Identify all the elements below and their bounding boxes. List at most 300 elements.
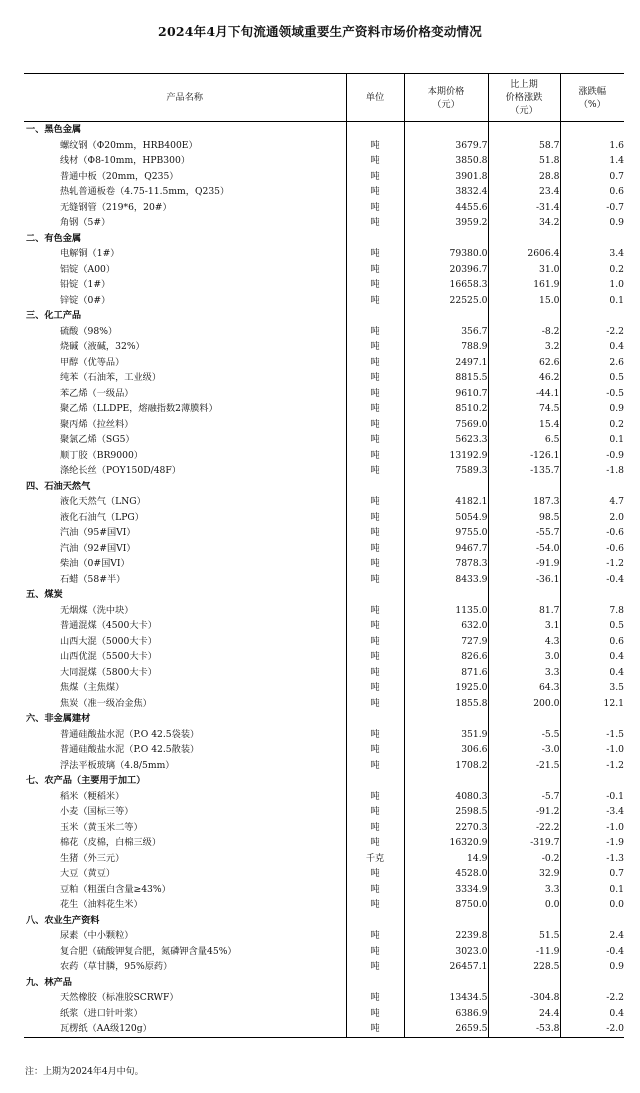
unit-cell: 吨 bbox=[346, 727, 404, 743]
category-name: 八、农业生产资料 bbox=[26, 914, 100, 926]
unit-cell: 吨 bbox=[346, 928, 404, 944]
empty-cell bbox=[560, 913, 624, 929]
category-name: 六、非金属建材 bbox=[26, 713, 91, 724]
change-cell: -11.9 bbox=[488, 944, 560, 960]
product-name: 山西大混（5000大卡） bbox=[60, 635, 157, 647]
table-row bbox=[24, 525, 624, 541]
price-cell: 1708.2 bbox=[404, 758, 488, 774]
table-row bbox=[24, 820, 624, 836]
product-name: 豆粕（粗蛋白含量≥43%） bbox=[60, 883, 171, 895]
price-cell: 2270.3 bbox=[404, 820, 488, 836]
product-name: 无烟煤（洗中块） bbox=[60, 604, 134, 616]
empty-cell bbox=[346, 711, 404, 727]
change-cell: -31.4 bbox=[488, 200, 560, 216]
percent-cell: 2.4 bbox=[560, 928, 624, 944]
change-cell: -91.2 bbox=[488, 804, 560, 820]
table-row bbox=[24, 510, 624, 526]
empty-cell bbox=[404, 913, 488, 929]
change-cell: 74.5 bbox=[488, 401, 560, 417]
price-cell: 3901.8 bbox=[404, 169, 488, 185]
category-name: 三、化工产品 bbox=[26, 310, 82, 321]
table-row bbox=[24, 1021, 624, 1037]
product-name: 尿素（中小颗粒） bbox=[60, 930, 134, 941]
empty-cell bbox=[560, 773, 624, 789]
header-change-percent bbox=[560, 74, 624, 122]
percent-cell: -0.5 bbox=[560, 386, 624, 402]
category-row bbox=[24, 587, 624, 603]
table-row bbox=[24, 463, 624, 479]
unit-cell: 吨 bbox=[346, 665, 404, 681]
percent-cell: -0.6 bbox=[560, 525, 624, 541]
product-name: 棉花（皮棉，白棉三级） bbox=[60, 837, 162, 848]
product-name: 苯乙烯（一级品） bbox=[60, 387, 134, 399]
header-price-change-line2: 价格涨跌 bbox=[505, 92, 543, 103]
empty-cell bbox=[346, 231, 404, 247]
product-name: 纯苯（石油苯，工业级） bbox=[60, 372, 162, 383]
unit-cell: 吨 bbox=[346, 169, 404, 185]
percent-cell: -2.0 bbox=[560, 1021, 624, 1037]
price-cell: 8750.0 bbox=[404, 897, 488, 913]
change-cell: 3.2 bbox=[488, 339, 560, 355]
category-row bbox=[24, 711, 624, 727]
unit-cell: 吨 bbox=[346, 184, 404, 200]
percent-cell: 12.1 bbox=[560, 696, 624, 712]
price-cell: 3679.7 bbox=[404, 138, 488, 154]
change-cell: -5.7 bbox=[488, 789, 560, 805]
table-row bbox=[24, 959, 624, 975]
percent-cell: 0.9 bbox=[560, 959, 624, 975]
percent-cell: -1.0 bbox=[560, 820, 624, 836]
percent-cell: -1.2 bbox=[560, 758, 624, 774]
unit-cell: 吨 bbox=[346, 804, 404, 820]
empty-cell bbox=[488, 479, 560, 495]
change-cell: 81.7 bbox=[488, 603, 560, 619]
category-row bbox=[24, 231, 624, 247]
percent-cell: 0.7 bbox=[560, 169, 624, 185]
unit-cell: 吨 bbox=[346, 138, 404, 154]
percent-cell: 1.0 bbox=[560, 277, 624, 293]
table-row bbox=[24, 665, 624, 681]
change-cell: -3.0 bbox=[488, 742, 560, 758]
category-row bbox=[24, 975, 624, 991]
change-cell: -21.5 bbox=[488, 758, 560, 774]
change-cell: 24.4 bbox=[488, 1006, 560, 1022]
product-name: 聚乙烯（LLDPE，熔融指数2薄膜料） bbox=[60, 403, 218, 414]
unit-cell: 吨 bbox=[346, 1006, 404, 1022]
price-cell: 16320.9 bbox=[404, 835, 488, 851]
category-name: 一、黑色金属 bbox=[26, 124, 82, 135]
category-name: 五、煤炭 bbox=[26, 589, 63, 600]
unit-cell: 吨 bbox=[346, 556, 404, 572]
table-row bbox=[24, 897, 624, 913]
table-row bbox=[24, 339, 624, 355]
price-cell: 16658.3 bbox=[404, 277, 488, 293]
table-body bbox=[24, 122, 624, 1038]
change-cell: 64.3 bbox=[488, 680, 560, 696]
product-name: 甲醇（优等品） bbox=[60, 356, 125, 368]
percent-cell: -1.9 bbox=[560, 835, 624, 851]
percent-cell: -1.0 bbox=[560, 742, 624, 758]
table-row bbox=[24, 866, 624, 882]
header-unit: 单位 bbox=[346, 74, 404, 122]
unit-cell: 吨 bbox=[346, 432, 404, 448]
price-cell: 6386.9 bbox=[404, 1006, 488, 1022]
percent-cell: -0.1 bbox=[560, 789, 624, 805]
percent-cell: 0.6 bbox=[560, 184, 624, 200]
table-row bbox=[24, 556, 624, 572]
unit-cell: 吨 bbox=[346, 370, 404, 386]
table-row bbox=[24, 680, 624, 696]
price-cell: 5623.3 bbox=[404, 432, 488, 448]
empty-cell bbox=[404, 122, 488, 138]
empty-cell bbox=[560, 711, 624, 727]
empty-cell bbox=[404, 587, 488, 603]
change-cell: 0.0 bbox=[488, 897, 560, 913]
product-name: 顺丁胶（BR9000） bbox=[60, 449, 143, 461]
price-cell: 351.9 bbox=[404, 727, 488, 743]
percent-cell: 0.4 bbox=[560, 649, 624, 665]
price-cell: 3850.8 bbox=[404, 153, 488, 169]
price-cell: 356.7 bbox=[404, 324, 488, 340]
table-row bbox=[24, 153, 624, 169]
empty-cell bbox=[560, 122, 624, 138]
category-name: 七、农产品（主要用于加工） bbox=[26, 775, 146, 786]
table-row bbox=[24, 277, 624, 293]
product-name: 瓦楞纸（AA级120g） bbox=[24, 1021, 346, 1037]
table-row bbox=[24, 758, 624, 774]
empty-cell bbox=[560, 587, 624, 603]
table-row bbox=[24, 355, 624, 371]
header-current-price-line1: 本期价格 bbox=[427, 85, 465, 97]
price-cell: 4455.6 bbox=[404, 200, 488, 216]
table-row bbox=[24, 727, 624, 743]
category-name: 二、有色金属 bbox=[26, 232, 82, 244]
change-cell: 6.5 bbox=[488, 432, 560, 448]
product-name: 硫酸（98%） bbox=[60, 325, 118, 337]
product-name: 天然橡胶（标准胶SCRWF） bbox=[60, 992, 179, 1003]
percent-cell: 0.1 bbox=[560, 293, 624, 309]
percent-cell: 0.5 bbox=[560, 370, 624, 386]
product-name: 涤纶长丝（POY150D/48F） bbox=[60, 465, 181, 476]
price-cell: 871.6 bbox=[404, 665, 488, 681]
change-cell: -304.8 bbox=[488, 990, 560, 1006]
product-name: 聚氯乙烯（SG5） bbox=[60, 434, 135, 445]
table-row bbox=[24, 618, 624, 634]
change-cell: 15.4 bbox=[488, 417, 560, 433]
product-name: 玉米（黄玉米二等） bbox=[60, 821, 143, 833]
price-cell: 3959.2 bbox=[404, 215, 488, 231]
change-cell: 161.9 bbox=[488, 277, 560, 293]
unit-cell: 吨 bbox=[346, 866, 404, 882]
empty-cell bbox=[404, 479, 488, 495]
unit-cell: 吨 bbox=[346, 882, 404, 898]
percent-cell: -1.8 bbox=[560, 463, 624, 479]
empty-cell bbox=[488, 308, 560, 324]
change-cell: 3.3 bbox=[488, 665, 560, 681]
change-cell: 187.3 bbox=[488, 494, 560, 510]
price-cell: 632.0 bbox=[404, 618, 488, 634]
product-name: 浮法平板玻璃（4.8/5mm） bbox=[60, 759, 175, 771]
unit-cell: 吨 bbox=[346, 618, 404, 634]
product-name: 螺纹钢（Φ20mm，HRB400E） bbox=[60, 139, 198, 151]
empty-cell bbox=[560, 231, 624, 247]
product-name: 液化天然气（LNG） bbox=[60, 496, 146, 507]
empty-cell bbox=[346, 587, 404, 603]
empty-cell bbox=[346, 308, 404, 324]
page-title: 2024年4月下旬流通领域重要生产资料市场价格变动情况 bbox=[158, 24, 482, 39]
percent-cell: 0.9 bbox=[560, 401, 624, 417]
price-cell: 788.9 bbox=[404, 339, 488, 355]
product-name: 热轧普通板卷（4.75-11.5mm，Q235） bbox=[60, 186, 230, 197]
product-name: 角钢（5#） bbox=[60, 217, 111, 228]
price-cell: 8433.9 bbox=[404, 572, 488, 588]
change-cell: -91.9 bbox=[488, 556, 560, 572]
price-cell: 8815.5 bbox=[404, 370, 488, 386]
table-row bbox=[24, 494, 624, 510]
price-cell: 2659.5 bbox=[404, 1021, 488, 1037]
empty-cell bbox=[404, 773, 488, 789]
percent-cell: -1.2 bbox=[560, 556, 624, 572]
unit-cell: 吨 bbox=[346, 339, 404, 355]
change-cell: 51.8 bbox=[488, 153, 560, 169]
product-name: 柴油（0#国VI） bbox=[60, 558, 130, 569]
change-cell: 3.3 bbox=[488, 882, 560, 898]
price-cell: 26457.1 bbox=[404, 959, 488, 975]
change-cell: 34.2 bbox=[488, 215, 560, 231]
product-name: 普通中板（20mm，Q235） bbox=[60, 170, 179, 182]
unit-cell: 吨 bbox=[346, 293, 404, 309]
price-cell: 9467.7 bbox=[404, 541, 488, 557]
unit-cell: 吨 bbox=[346, 649, 404, 665]
price-cell: 4182.1 bbox=[404, 494, 488, 510]
unit-cell: 吨 bbox=[346, 680, 404, 696]
change-cell: -44.1 bbox=[488, 386, 560, 402]
change-cell: 2606.4 bbox=[488, 246, 560, 262]
change-cell: 3.1 bbox=[488, 618, 560, 634]
product-name: 焦煤（主焦煤） bbox=[60, 682, 125, 693]
table-row bbox=[24, 634, 624, 650]
table-row bbox=[24, 169, 624, 185]
unit-cell: 吨 bbox=[346, 200, 404, 216]
empty-cell bbox=[488, 231, 560, 247]
empty-cell bbox=[404, 308, 488, 324]
price-cell: 79380.0 bbox=[404, 246, 488, 262]
unit-cell: 吨 bbox=[346, 758, 404, 774]
table-row bbox=[24, 649, 624, 665]
unit-cell: 吨 bbox=[346, 246, 404, 262]
change-cell: 46.2 bbox=[488, 370, 560, 386]
change-cell: -36.1 bbox=[488, 572, 560, 588]
unit-cell: 吨 bbox=[346, 463, 404, 479]
price-cell: 3023.0 bbox=[404, 944, 488, 960]
price-cell: 3334.9 bbox=[404, 882, 488, 898]
change-cell: 200.0 bbox=[488, 696, 560, 712]
unit-cell: 吨 bbox=[346, 603, 404, 619]
table-row bbox=[24, 882, 624, 898]
table-row bbox=[24, 572, 624, 588]
unit-cell: 吨 bbox=[346, 510, 404, 526]
table-row bbox=[24, 215, 624, 231]
table-row bbox=[24, 200, 624, 216]
table-row bbox=[24, 386, 624, 402]
product-name: 普通硅酸盐水泥（P.O 42.5袋装） bbox=[60, 728, 200, 740]
unit-cell: 吨 bbox=[346, 1021, 404, 1037]
unit-cell: 吨 bbox=[346, 215, 404, 231]
percent-cell: -2.2 bbox=[560, 324, 624, 340]
product-name: 花生（油料花生米） bbox=[60, 899, 143, 910]
unit-cell: 吨 bbox=[346, 634, 404, 650]
product-name: 电解铜（1#） bbox=[60, 248, 120, 259]
unit-cell: 吨 bbox=[346, 324, 404, 340]
table-row bbox=[24, 370, 624, 386]
category-row bbox=[24, 913, 624, 929]
price-cell: 9610.7 bbox=[404, 386, 488, 402]
product-name: 纸浆（进口针叶浆） bbox=[60, 1007, 143, 1019]
price-cell: 1925.0 bbox=[404, 680, 488, 696]
header-change-percent-line2: （%） bbox=[578, 98, 606, 110]
price-cell: 14.9 bbox=[404, 851, 488, 867]
unit-cell: 吨 bbox=[346, 262, 404, 278]
change-cell: 28.8 bbox=[488, 169, 560, 185]
product-name: 焦炭（准一级冶金焦） bbox=[60, 697, 152, 709]
percent-cell: -0.4 bbox=[560, 572, 624, 588]
empty-cell bbox=[560, 308, 624, 324]
table-row bbox=[24, 944, 624, 960]
percent-cell: 1.4 bbox=[560, 153, 624, 169]
table-row bbox=[24, 851, 624, 867]
unit-cell: 吨 bbox=[346, 959, 404, 975]
category-name: 九、林产品 bbox=[26, 976, 72, 988]
empty-cell bbox=[346, 122, 404, 138]
table-row bbox=[24, 928, 624, 944]
category-row bbox=[24, 122, 624, 138]
empty-cell bbox=[488, 773, 560, 789]
product-name: 液化石油气（LPG） bbox=[60, 511, 144, 523]
unit-cell: 吨 bbox=[346, 401, 404, 417]
unit-cell: 吨 bbox=[346, 835, 404, 851]
empty-cell bbox=[488, 711, 560, 727]
table-row bbox=[24, 138, 624, 154]
price-table bbox=[24, 73, 624, 1038]
percent-cell: 0.0 bbox=[560, 897, 624, 913]
change-cell: 62.6 bbox=[488, 355, 560, 371]
product-name: 烧碱（液碱，32%） bbox=[60, 341, 145, 352]
price-cell: 7878.3 bbox=[404, 556, 488, 572]
change-cell: 31.0 bbox=[488, 262, 560, 278]
unit-cell: 吨 bbox=[346, 990, 404, 1006]
product-name: 复合肥（硫酸钾复合肥，氮磷钾含量45%） bbox=[60, 945, 237, 957]
change-cell: -22.2 bbox=[488, 820, 560, 836]
price-cell: 2598.5 bbox=[404, 804, 488, 820]
table-row bbox=[24, 293, 624, 309]
percent-cell: -1.3 bbox=[560, 851, 624, 867]
price-cell: 1135.0 bbox=[404, 603, 488, 619]
percent-cell: 0.9 bbox=[560, 215, 624, 231]
unit-cell: 吨 bbox=[346, 789, 404, 805]
unit-cell: 吨 bbox=[346, 897, 404, 913]
price-cell: 9755.0 bbox=[404, 525, 488, 541]
percent-cell: 3.4 bbox=[560, 246, 624, 262]
unit-cell: 吨 bbox=[346, 494, 404, 510]
table-header-row bbox=[24, 74, 624, 122]
table-row bbox=[24, 432, 624, 448]
percent-cell: 2.0 bbox=[560, 510, 624, 526]
change-cell: 58.7 bbox=[488, 138, 560, 154]
unit-cell: 吨 bbox=[346, 572, 404, 588]
table-row bbox=[24, 417, 624, 433]
unit-cell: 吨 bbox=[346, 153, 404, 169]
header-current-price bbox=[404, 74, 488, 122]
price-cell: 7589.3 bbox=[404, 463, 488, 479]
product-name: 汽油（95#国VI） bbox=[60, 527, 136, 538]
product-name: 生猪（外三元） bbox=[60, 852, 125, 864]
percent-cell: -0.9 bbox=[560, 448, 624, 464]
change-cell: -8.2 bbox=[488, 324, 560, 340]
empty-cell bbox=[346, 773, 404, 789]
percent-cell: 0.6 bbox=[560, 634, 624, 650]
unit-cell: 吨 bbox=[346, 742, 404, 758]
percent-cell: 0.4 bbox=[560, 1006, 624, 1022]
price-cell: 1855.8 bbox=[404, 696, 488, 712]
unit-cell: 吨 bbox=[346, 277, 404, 293]
product-name: 农药（草甘膦，95%原药） bbox=[60, 961, 173, 972]
price-cell: 3832.4 bbox=[404, 184, 488, 200]
percent-cell: 0.1 bbox=[560, 432, 624, 448]
percent-cell: 1.6 bbox=[560, 138, 624, 154]
header-price-change bbox=[488, 74, 560, 122]
table-row bbox=[24, 835, 624, 851]
table-row bbox=[24, 262, 624, 278]
unit-cell: 吨 bbox=[346, 355, 404, 371]
product-name: 石蜡（58#半） bbox=[60, 573, 126, 585]
table-row bbox=[24, 184, 624, 200]
product-name: 锌锭（0#） bbox=[60, 294, 111, 306]
unit-cell: 千克 bbox=[346, 851, 404, 867]
empty-cell bbox=[346, 975, 404, 991]
product-name: 线材（Φ8-10mm，HPB300） bbox=[60, 155, 191, 166]
price-cell: 20396.7 bbox=[404, 262, 488, 278]
unit-cell: 吨 bbox=[346, 820, 404, 836]
category-name: 四、石油天然气 bbox=[26, 480, 91, 492]
change-cell: -0.2 bbox=[488, 851, 560, 867]
price-cell: 2497.1 bbox=[404, 355, 488, 371]
change-cell: 228.5 bbox=[488, 959, 560, 975]
table-row bbox=[24, 246, 624, 262]
category-row bbox=[24, 308, 624, 324]
category-row bbox=[24, 479, 624, 495]
product-name: 山西优混（5500大卡） bbox=[60, 651, 157, 662]
change-cell: -5.5 bbox=[488, 727, 560, 743]
price-cell: 2239.8 bbox=[404, 928, 488, 944]
empty-cell bbox=[488, 975, 560, 991]
change-cell: 4.3 bbox=[488, 634, 560, 650]
header-price-change-line1: 比上期 bbox=[510, 79, 538, 90]
change-cell: 32.9 bbox=[488, 866, 560, 882]
category-row bbox=[24, 773, 624, 789]
percent-cell: -1.5 bbox=[560, 727, 624, 743]
table-row bbox=[24, 742, 624, 758]
percent-cell: 0.4 bbox=[560, 665, 624, 681]
percent-cell: 0.7 bbox=[560, 866, 624, 882]
product-name: 铝锭（A00） bbox=[60, 263, 116, 275]
footnote: 注：上期为2024年4月中旬。 bbox=[25, 1067, 144, 1077]
change-cell: -319.7 bbox=[488, 835, 560, 851]
change-cell: 3.0 bbox=[488, 649, 560, 665]
price-cell: 13434.5 bbox=[404, 990, 488, 1006]
unit-cell: 吨 bbox=[346, 525, 404, 541]
header-change-percent-line1: 涨跌幅 bbox=[578, 85, 607, 97]
unit-cell: 吨 bbox=[346, 417, 404, 433]
